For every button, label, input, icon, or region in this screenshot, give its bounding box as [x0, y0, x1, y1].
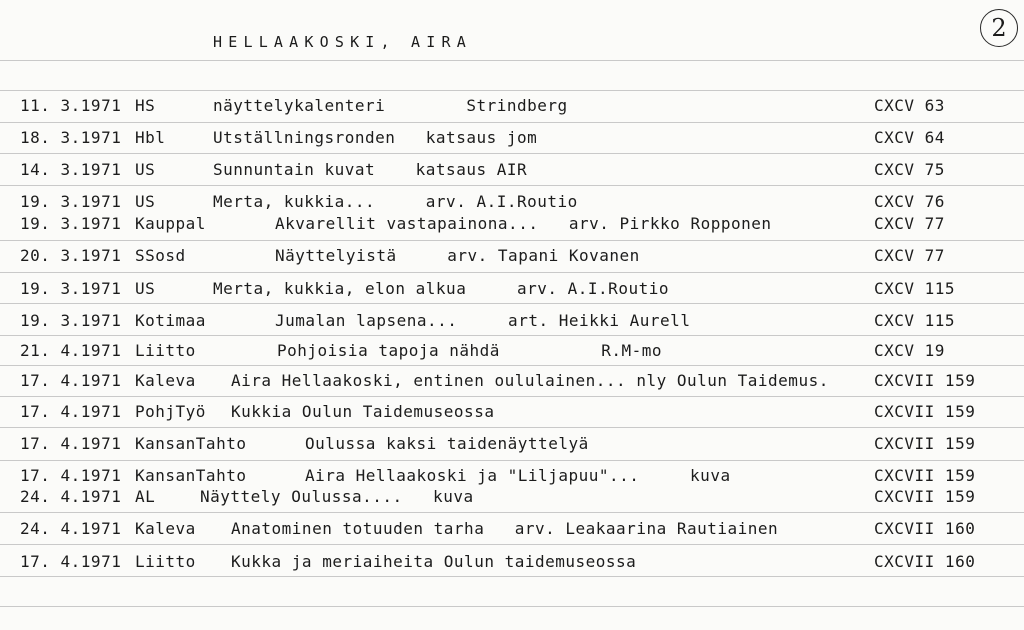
- entry-reference: CXCVII 159: [874, 434, 976, 453]
- entry-reference: CXCVII 160: [874, 552, 976, 571]
- ruled-line: [0, 460, 1024, 461]
- ruled-line: [0, 272, 1024, 273]
- entry-date: 17. 4.1971: [20, 552, 122, 571]
- entry-source: Liitto: [135, 341, 196, 360]
- entry-title: Merta, kukkia, elon alkua arv. A.I.Routio: [213, 279, 669, 298]
- entry-source: Kaleva: [135, 519, 196, 538]
- entry-source: HS: [135, 96, 156, 115]
- entry-date: 24. 4.1971: [20, 519, 122, 538]
- entry-date: 21. 4.1971: [20, 341, 122, 360]
- card-title: HELLAAKOSKI, AIRA: [213, 33, 472, 51]
- entry-reference: CXCV 19: [874, 341, 945, 360]
- ruled-line: [0, 303, 1024, 304]
- entry-source: Hbl: [135, 128, 166, 147]
- entry-title: Oulussa kaksi taidenäyttelyä: [305, 434, 589, 453]
- ruled-line: [0, 544, 1024, 545]
- entry-title: Pohjoisia tapoja nähdä R.M-mo: [277, 341, 663, 360]
- entry-reference: CXCV 64: [874, 128, 945, 147]
- entry-title: Näyttelyistä arv. Tapani Kovanen: [275, 246, 640, 265]
- entry-reference: CXCV 77: [874, 246, 945, 265]
- entry-source: AL: [135, 487, 156, 506]
- entry-title: Utställningsronden katsaus jom: [213, 128, 538, 147]
- entry-date: 19. 3.1971: [20, 214, 122, 233]
- entry-reference: CXCVII 159: [874, 371, 976, 390]
- ruled-line: [0, 576, 1024, 577]
- page-number-marker: 2: [980, 9, 1018, 47]
- entry-title: Aira Hellaakoski ja "Liljapuu"... kuva: [305, 466, 731, 485]
- entry-title: Akvarellit vastapainona... arv. Pirkko Ropponen: [275, 214, 772, 233]
- entry-reference: CXCV 63: [874, 96, 945, 115]
- entry-source: US: [135, 160, 156, 179]
- entry-date: 17. 4.1971: [20, 402, 122, 421]
- entry-date: 20. 3.1971: [20, 246, 122, 265]
- entry-reference: CXCV 77: [874, 214, 945, 233]
- entry-source: US: [135, 192, 156, 211]
- entry-source: Kaleva: [135, 371, 196, 390]
- ruled-line: [0, 512, 1024, 513]
- entry-source: PohjTyö: [135, 402, 206, 421]
- entry-date: 17. 4.1971: [20, 434, 122, 453]
- ruled-line: [0, 365, 1024, 366]
- ruled-line: [0, 240, 1024, 241]
- entry-date: 24. 4.1971: [20, 487, 122, 506]
- entry-title: Anatominen totuuden tarha arv. Leakaarina Rautiainen: [231, 519, 779, 538]
- entry-date: 19. 3.1971: [20, 311, 122, 330]
- entry-date: 14. 3.1971: [20, 160, 122, 179]
- entry-title: Näyttely Oulussa.... kuva: [200, 487, 474, 506]
- entry-title: Jumalan lapsena... art. Heikki Aurell: [275, 311, 691, 330]
- ruled-line: [0, 396, 1024, 397]
- entry-reference: CXCVII 159: [874, 487, 976, 506]
- ruled-line: [0, 60, 1024, 61]
- entry-source: US: [135, 279, 156, 298]
- entry-reference: CXCV 75: [874, 160, 945, 179]
- entry-title: Sunnuntain kuvat katsaus AIR: [213, 160, 528, 179]
- ruled-line: [0, 90, 1024, 91]
- entry-date: 17. 4.1971: [20, 371, 122, 390]
- entry-date: 17. 4.1971: [20, 466, 122, 485]
- entry-reference: CXCV 115: [874, 311, 956, 330]
- entry-source: KansanTahto: [135, 434, 247, 453]
- entry-title: näyttelykalenteri Strindberg: [213, 96, 568, 115]
- entry-title: Kukkia Oulun Taidemuseossa: [231, 402, 495, 421]
- ruled-line: [0, 185, 1024, 186]
- entry-date: 19. 3.1971: [20, 279, 122, 298]
- entry-source: KansanTahto: [135, 466, 247, 485]
- entry-title: Aira Hellaakoski, entinen oululainen... nly Oulun Taidemus.: [231, 371, 829, 390]
- entry-reference: CXCVII 160: [874, 519, 976, 538]
- entry-source: Kotimaa: [135, 311, 206, 330]
- ruled-line: [0, 122, 1024, 123]
- entry-source: SSosd: [135, 246, 186, 265]
- ruled-line: [0, 153, 1024, 154]
- entry-reference: CXCVII 159: [874, 402, 976, 421]
- entry-reference: CXCV 115: [874, 279, 956, 298]
- entry-date: 18. 3.1971: [20, 128, 122, 147]
- entry-source: Kauppal: [135, 214, 206, 233]
- entry-date: 19. 3.1971: [20, 192, 122, 211]
- entry-title: Kukka ja meriaiheita Oulun taidemuseossa: [231, 552, 637, 571]
- entry-reference: CXCV 76: [874, 192, 945, 211]
- ruled-line: [0, 335, 1024, 336]
- ruled-line: [0, 427, 1024, 428]
- entry-source: Liitto: [135, 552, 196, 571]
- entry-reference: CXCVII 159: [874, 466, 976, 485]
- entry-title: Merta, kukkia... arv. A.I.Routio: [213, 192, 578, 211]
- ruled-line: [0, 606, 1024, 607]
- entry-date: 11. 3.1971: [20, 96, 122, 115]
